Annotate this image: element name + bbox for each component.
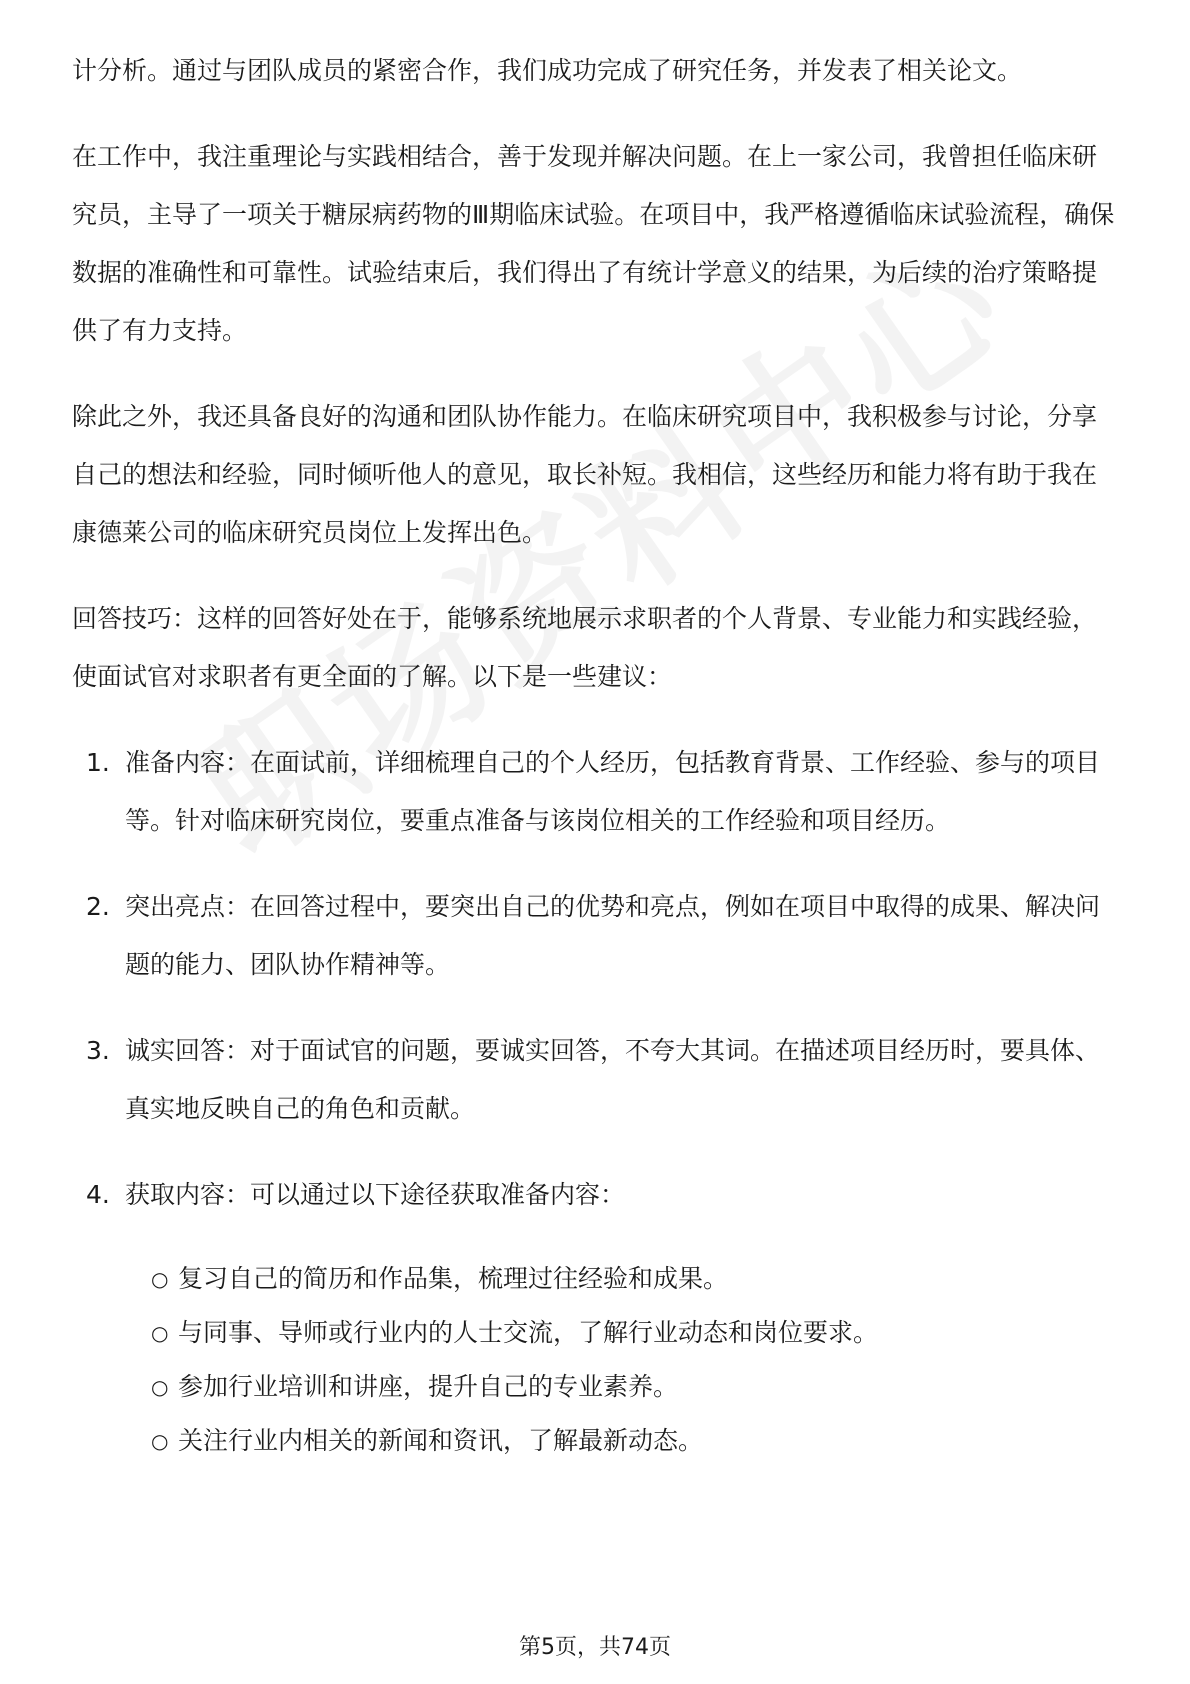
paragraph-1: 计分析。通过与团队成员的紧密合作，我们成功完成了研究任务，并发表了相关论文。 <box>72 56 1023 85</box>
source-item <box>125 1360 1118 1414</box>
paragraph-3: 除此之外，我还具备良好的沟通和团队协作能力。在临床研究项目中，我积极参与讨论，分享自己的想法和经验，同时倾听他人的意见，取长补短。我相信，这些经历和能力将有助于我在康德莱公司的临床研究员岗位上发挥出色。 <box>72 402 1098 547</box>
circle-bullet-icon: ○ <box>151 1375 169 1399</box>
page-number: 第5页，共74页 <box>519 1635 671 1660</box>
source-text: 关注行业内相关的新闻和资讯，了解最新动态。 <box>178 1426 704 1455</box>
tip-text: 准备内容：在面试前，详细梳理自己的个人经历，包括教育背景、工作经验、参与的项目等。针对临床研究岗位，要重点准备与该岗位相关的工作经验和项目经历。 <box>125 748 1101 835</box>
circle-bullet-icon: ○ <box>151 1429 169 1453</box>
tip-text: 诚实回答：对于面试官的问题，要诚实回答，不夸大其词。在描述项目经历时，要具体、真实地反映自己的角色和贡献。 <box>125 1036 1101 1123</box>
source-item <box>125 1252 1118 1306</box>
source-text: 复习自己的简历和作品集，梳理过往经验和成果。 <box>178 1264 729 1293</box>
page-content <box>72 42 1118 1496</box>
paragraph-2: 在工作中，我注重理论与实践相结合，善于发现并解决问题。在上一家公司，我曾担任临床研究员，主导了一项关于糖尿病药物的Ⅲ期临床试验。在项目中，我严格遵循临床试验流程，确保数据的准确性和可靠性。试验结束后，我们得出了有统计学意义的结果，为后续的治疗策略提供了有力支持。 <box>72 142 1115 345</box>
tip-number: 2. <box>86 892 110 921</box>
source-item <box>125 1306 1118 1360</box>
tip-item <box>72 878 1118 994</box>
source-text: 与同事、导师或行业内的人士交流，了解行业动态和岗位要求。 <box>178 1318 879 1347</box>
source-text: 参加行业培训和讲座，提升自己的专业素养。 <box>178 1372 679 1401</box>
tip-number: 1. <box>86 748 110 777</box>
tip-item <box>72 1022 1118 1138</box>
sources-list <box>125 1252 1118 1468</box>
tip-number: 4. <box>86 1180 110 1209</box>
paragraph-4: 回答技巧：这样的回答好处在于，能够系统地展示求职者的个人背景、专业能力和实践经验，使面试官对求职者有更全面的了解。以下是一些建议： <box>72 604 1098 691</box>
circle-bullet-icon: ○ <box>151 1267 169 1291</box>
tip-text: 突出亮点：在回答过程中，要突出自己的优势和亮点，例如在项目中取得的成果、解决问题的能力、团队协作精神等。 <box>125 892 1101 979</box>
tip-item <box>72 1166 1118 1468</box>
tip-number: 3. <box>86 1036 110 1065</box>
circle-bullet-icon: ○ <box>151 1321 169 1345</box>
source-item <box>125 1414 1118 1468</box>
tip-text: 获取内容：可以通过以下途径获取准备内容： <box>125 1180 626 1209</box>
tip-item <box>72 734 1118 850</box>
tips-list <box>72 734 1118 1468</box>
